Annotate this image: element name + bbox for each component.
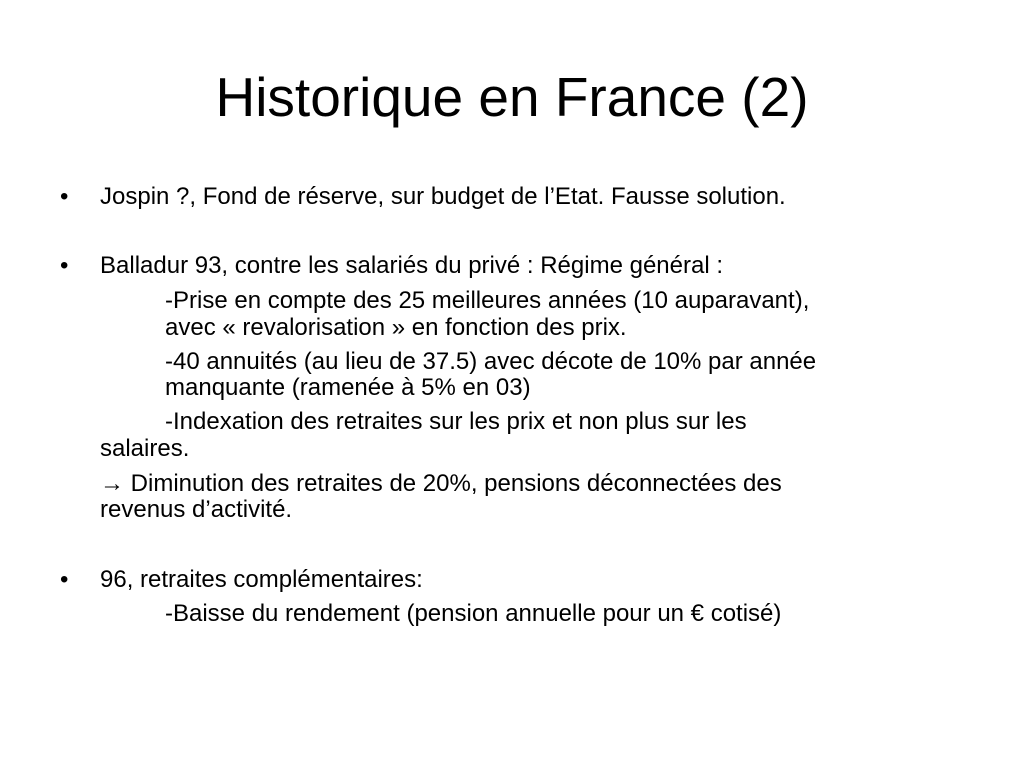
sub-line-revalorisation: avec « revalorisation » en fonction des prix. [165,314,627,341]
bullet-marker: • [60,183,69,210]
bullet-marker: • [60,252,69,279]
sub-line-salaires: salaires. [100,435,190,462]
sub-line-rendement: -Baisse du rendement (pension annuelle pour un € cotisé) [165,600,782,627]
bullet-text-balladur: Balladur 93, contre les salariés du privé : Régime général : [100,252,723,279]
sub-line-diminution: → Diminution des retraites de 20%, pensions déconnectées des [100,470,782,497]
bullet-text-jospin: Jospin ?, Fond de réserve, sur budget de l’Etat. Fausse solution. [100,183,786,210]
slide-title: Historique en France (2) [215,66,809,128]
bullet-text-complementaires: 96, retraites complémentaires: [100,566,423,593]
sub-line-annuites: -40 annuités (au lieu de 37.5) avec décote de 10% par année [165,348,817,375]
sub-line-indexation: -Indexation des retraites sur les prix et non plus sur les [165,408,747,435]
bullet-marker: • [60,566,69,593]
sub-line-revenus: revenus d’activité. [100,496,293,523]
sub-line-manquante: manquante (ramenée à 5% en 03) [165,374,531,401]
sub-line-prise-en-compte: -Prise en compte des 25 meilleures années (10 auparavant), [165,287,810,314]
